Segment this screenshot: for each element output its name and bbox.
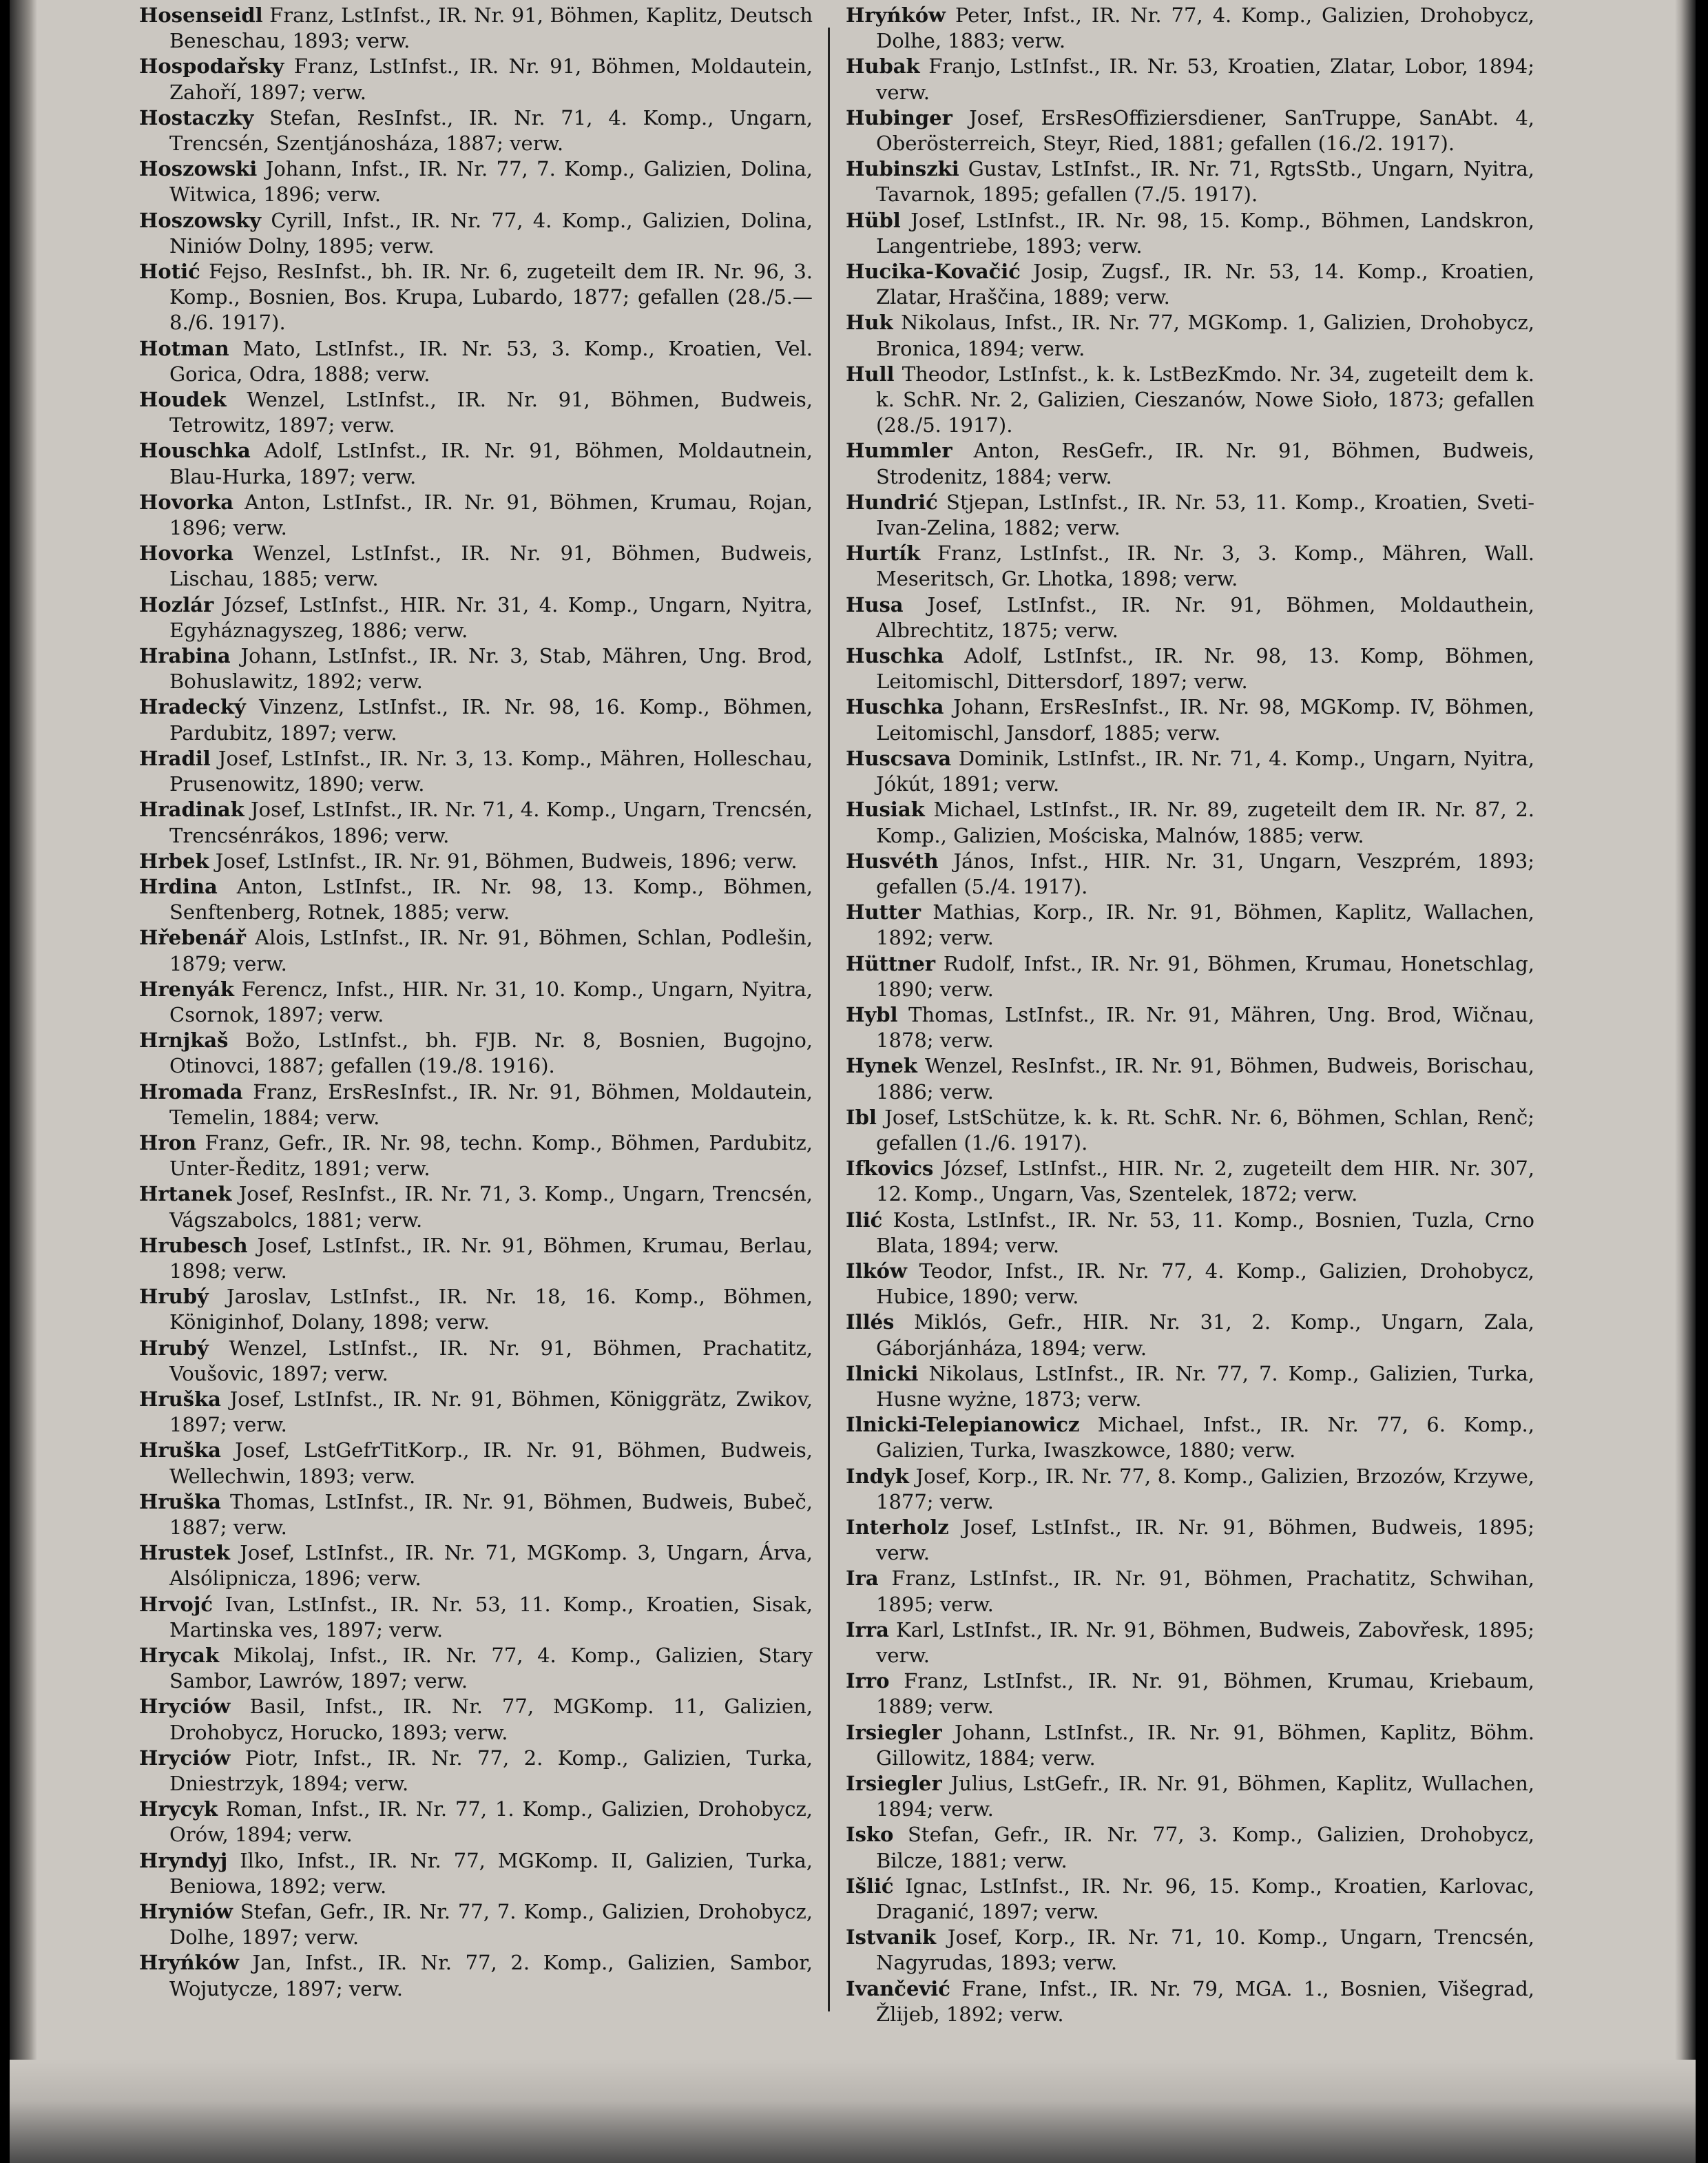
entry-details: Josef, LstInfst., IR. Nr. 71, MGKomp. 3, Ungarn, Árva, Alsólipnicza, 1896; verw.	[169, 1541, 813, 1591]
casualty-entry	[846, 694, 1534, 745]
casualty-entry	[139, 3, 813, 54]
entry-details: Jan, Infst., IR. Nr. 77, 2. Komp., Galizien, Sambor, Wojutycze, 1897; verw.	[169, 1951, 813, 2000]
entry-details: Josef, LstInfst., IR. Nr. 91, Böhmen, Budweis, 1896; verw.	[215, 849, 798, 873]
scan-edge-bottom	[10, 2060, 1696, 2163]
entry-surname: Hull	[846, 362, 895, 386]
casualty-entry	[846, 1464, 1534, 1515]
casualty-entry	[846, 1617, 1534, 1668]
entry-surname: Hundrić	[846, 490, 938, 514]
casualty-entry	[139, 54, 813, 105]
entry-details: Franz, LstInfst., IR. Nr. 91, Böhmen, Prachatitz, Schwihan, 1895; verw.	[876, 1566, 1535, 1616]
casualty-entry	[846, 1874, 1534, 1925]
entry-surname: Irra	[846, 1617, 889, 1642]
entry-surname: Hubinszki	[846, 157, 959, 181]
entry-surname: Hosenseidl	[139, 3, 263, 27]
casualty-entry	[846, 951, 1534, 1002]
entry-details: Stefan, Gefr., IR. Nr. 77, 7. Komp., Galizien, Drohobycz, Dolhe, 1897; verw.	[169, 1900, 813, 1949]
entry-details: Rudolf, Infst., IR. Nr. 91, Böhmen, Krumau, Honetschlag, 1890; verw.	[876, 951, 1535, 1001]
entry-surname: Ifkovics	[846, 1157, 934, 1181]
casualty-entry	[139, 1387, 813, 1438]
entry-surname: Interholz	[846, 1515, 949, 1539]
casualty-entry	[139, 105, 813, 156]
casualty-entry	[846, 1156, 1534, 1207]
casualty-entry	[139, 797, 813, 848]
entry-surname: Huschka	[846, 644, 944, 668]
entry-surname: Hrdina	[139, 874, 218, 898]
entry-details: Fejso, ResInfst., bh. IR. Nr. 6, zugeteilt dem IR. Nr. 96, 3. Komp., Bosnien, Bos. Krupa, Lubardo, 1877; gefallen (28./5.—8./6. 1917).	[169, 260, 813, 335]
entry-surname: Hrvojć	[139, 1592, 214, 1616]
casualty-entry	[139, 156, 813, 207]
entry-details: Josef, Korp., IR. Nr. 71, 10. Komp., Ungarn, Trencsén, Nagyrudas, 1893; verw.	[876, 1925, 1535, 1975]
casualty-entry	[139, 541, 813, 592]
entry-details: Dominik, LstInfst., IR. Nr. 71, 4. Komp., Ungarn, Nyitra, Jókút, 1891; verw.	[876, 746, 1535, 796]
entry-details: Thomas, LstInfst., IR. Nr. 91, Mähren, Ung. Brod, Wičnau, 1878; verw.	[876, 1002, 1535, 1053]
entry-surname: Ira	[846, 1566, 879, 1591]
entry-surname: Hrycak	[139, 1644, 220, 1667]
entry-surname: Hryndyj	[139, 1848, 228, 1872]
entry-surname: Istvanik	[846, 1925, 937, 1949]
casualty-entry	[846, 1566, 1534, 1617]
entry-details: Josef, ResInfst., IR. Nr. 71, 3. Komp., Ungarn, Trencsén, Vágszabolcs, 1881; verw.	[169, 1182, 813, 1232]
entry-surname: Husa	[846, 592, 904, 617]
entry-surname: Hrycyk	[139, 1797, 218, 1821]
entry-details: József, LstInfst., HIR. Nr. 2, zugeteilt dem HIR. Nr. 307, 12. Komp., Ungarn, Vas, Szentelek, 1872; verw.	[876, 1157, 1534, 1206]
casualty-entry	[139, 1181, 813, 1232]
entry-details: János, Infst., HIR. Nr. 31, Ungarn, Veszprém, 1893; gefallen (5./4. 1917).	[876, 849, 1535, 898]
casualty-entry	[139, 849, 813, 874]
casualty-entry	[139, 643, 813, 694]
casualty-entry	[846, 490, 1534, 541]
entry-details: Nikolaus, LstInfst., IR. Nr. 77, 7. Komp., Galizien, Turka, Husne wyżne, 1873; verw.	[876, 1361, 1535, 1411]
entry-details: Ignac, LstInfst., IR. Nr. 96, 15. Komp., Kroatien, Karlovac, Draganić, 1897; verw.	[876, 1874, 1535, 1924]
entry-surname: Hrtanek	[139, 1182, 232, 1206]
entry-surname: Hrustek	[139, 1541, 231, 1565]
entry-details: József, LstInfst., HIR. Nr. 31, 4. Komp., Ungarn, Nyitra, Egyháznagyszeg, 1886; verw.	[169, 592, 813, 642]
entry-details: Cyrill, Infst., IR. Nr. 77, 4. Komp., Galizien, Dolina, Niniów Dolny, 1895; verw.	[169, 208, 813, 258]
entry-surname: Hotman	[139, 336, 229, 360]
entry-surname: Ilków	[846, 1259, 907, 1283]
casualty-entry	[846, 592, 1534, 643]
entry-details: Josef, LstInfst., IR. Nr. 3, 13. Komp., Mähren, Holleschau, Prusenowitz, 1890; verw.	[169, 746, 813, 796]
entry-details: Mikolaj, Infst., IR. Nr. 77, 4. Komp., Galizien, Stary Sambor, Lawrów, 1897; verw.	[169, 1644, 813, 1693]
entry-details: Michael, Infst., IR. Nr. 77, 6. Komp., Galizien, Turka, Iwaszkowce, 1880; verw.	[876, 1413, 1534, 1462]
entry-details: Franjo, LstInfst., IR. Nr. 53, Kroatien, Zlatar, Lobor, 1894; verw.	[876, 54, 1534, 104]
entry-surname: Hruška	[139, 1387, 221, 1411]
entry-details: Mato, LstInfst., IR. Nr. 53, 3. Komp., Kroatien, Vel. Gorica, Odra, 1888; verw.	[169, 336, 813, 386]
entry-surname: Hoszowski	[139, 157, 258, 181]
casualty-entry	[846, 310, 1534, 361]
entry-details: Alois, LstInfst., IR. Nr. 91, Böhmen, Schlan, Podlešin, 1879; verw.	[169, 926, 813, 975]
casualty-entry	[139, 1797, 813, 1848]
entry-surname: Hovorka	[139, 541, 234, 566]
entry-details: Josef, Korp., IR. Nr. 77, 8. Komp., Galizien, Brzozów, Krzywe, 1877; verw.	[876, 1464, 1534, 1513]
casualty-entry	[846, 105, 1534, 156]
entry-details: Peter, Infst., IR. Nr. 77, 4. Komp., Galizien, Drohobycz, Dolhe, 1883; verw.	[876, 3, 1535, 53]
entry-surname: Hřebenář	[139, 926, 247, 950]
entry-surname: Hynek	[846, 1054, 917, 1078]
entry-details: Basil, Infst., IR. Nr. 77, MGKomp. 11, Galizien, Drohobycz, Horucko, 1893; verw.	[169, 1695, 813, 1744]
entry-details: Anton, ResGefr., IR. Nr. 91, Böhmen, Budweis, Strodenitz, 1884; verw.	[876, 439, 1534, 488]
entry-surname: Isko	[846, 1823, 894, 1847]
column-divider	[828, 28, 830, 2011]
entry-surname: Hruška	[139, 1489, 221, 1513]
entry-details: Wenzel, LstInfst., IR. Nr. 91, Böhmen, Prachatitz, Voušovic, 1897; verw.	[169, 1336, 813, 1385]
entry-surname: Husiak	[846, 798, 925, 822]
entry-details: Josef, LstInfst., IR. Nr. 91, Böhmen, Königgrätz, Zwikov, 1897; verw.	[169, 1387, 813, 1437]
casualty-entry	[846, 1976, 1534, 2027]
entry-details: Wenzel, ResInfst., IR. Nr. 91, Böhmen, Budweis, Borischau, 1886; verw.	[876, 1054, 1535, 1104]
casualty-entry	[846, 1361, 1534, 1412]
entry-details: Anton, LstInfst., IR. Nr. 98, 13. Komp., Böhmen, Senftenberg, Rotnek, 1885; verw.	[169, 874, 813, 924]
entry-surname: Illés	[846, 1310, 895, 1334]
entry-details: Jaroslav, LstInfst., IR. Nr. 18, 16. Komp., Böhmen, Königinhof, Dolany, 1898; verw.	[169, 1285, 813, 1334]
entry-details: Kosta, LstInfst., IR. Nr. 53, 11. Komp., Bosnien, Tuzla, Crno Blata, 1894; verw.	[876, 1208, 1534, 1257]
entry-details: Stefan, ResInfst., IR. Nr. 71, 4. Komp., Ungarn, Trencsén, Szentjánosháza, 1887; verw.	[169, 105, 813, 156]
casualty-entry	[139, 1130, 813, 1181]
entry-surname: Hron	[139, 1130, 197, 1155]
casualty-entry	[139, 874, 813, 925]
entry-surname: Ilnicki	[846, 1361, 919, 1385]
entry-surname: Hrubesch	[139, 1233, 248, 1257]
casualty-entry	[139, 694, 813, 745]
casualty-entry	[846, 643, 1534, 694]
entry-surname: Hrubý	[139, 1336, 209, 1360]
casualty-entry	[846, 797, 1534, 848]
document-page	[10, 0, 1696, 2163]
entry-surname: Ilnicki-Telepianowicz	[846, 1413, 1080, 1437]
entry-details: Franz, LstInfst., IR. Nr. 91, Böhmen, Krumau, Kriebaum, 1889; verw.	[876, 1669, 1534, 1719]
entry-surname: Hubak	[846, 54, 920, 79]
entry-surname: Huschka	[846, 695, 944, 719]
casualty-entry	[139, 977, 813, 1028]
casualty-entry	[139, 1336, 813, 1387]
entry-surname: Hotić	[139, 260, 200, 284]
casualty-entry	[846, 1053, 1534, 1104]
casualty-entry	[139, 1079, 813, 1130]
entry-surname: Hruška	[139, 1438, 221, 1462]
casualty-entry	[139, 1233, 813, 1284]
entry-details: Franz, Gefr., IR. Nr. 98, techn. Komp., Böhmen, Pardubitz, Unter-Ředitz, 1891; verw.	[169, 1130, 813, 1181]
entry-details: Josef, LstSchütze, k. k. Rt. SchR. Nr. 6, Böhmen, Schlan, Renč; gefallen (1./6. 1917).	[876, 1105, 1534, 1155]
casualty-entry	[139, 925, 813, 976]
entry-details: Josip, Zugsf., IR. Nr. 53, 14. Komp., Kroatien, Zlatar, Hraščina, 1889; verw.	[876, 260, 1534, 309]
casualty-entry	[139, 387, 813, 438]
casualty-entry	[846, 541, 1534, 592]
entry-details: Johann, LstInfst., IR. Nr. 3, Stab, Mähren, Ung. Brod, Bohuslawitz, 1892; verw.	[169, 644, 813, 694]
entry-details: Josef, LstInfst., IR. Nr. 91, Böhmen, Moldauthein, Albrechtitz, 1875; verw.	[876, 592, 1535, 642]
casualty-entry	[139, 1694, 813, 1745]
entry-details: Johann, ErsResInfst., IR. Nr. 98, MGKomp. IV, Böhmen, Leitomischl, Jansdorf, 1885; verw.	[876, 695, 1534, 745]
entry-details: Mathias, Korp., IR. Nr. 91, Böhmen, Kaplitz, Wallachen, 1892; verw.	[876, 900, 1535, 950]
casualty-entry	[139, 1746, 813, 1797]
entry-surname: Husvéth	[846, 849, 939, 873]
entry-details: Franz, LstInfst., IR. Nr. 91, Böhmen, Moldautein, Zahoří, 1897; verw.	[169, 54, 813, 104]
casualty-entry	[846, 849, 1534, 900]
casualty-entry	[139, 1489, 813, 1540]
entry-surname: Hrbek	[139, 849, 209, 873]
entry-surname: Huk	[846, 311, 893, 335]
entry-surname: Hryciów	[139, 1746, 231, 1770]
entry-surname: Išlić	[846, 1874, 894, 1898]
entry-surname: Ibl	[846, 1105, 877, 1129]
casualty-entry	[846, 438, 1534, 489]
entry-surname: Hozlár	[139, 592, 214, 617]
entry-details: Ferencz, Infst., HIR. Nr. 31, 10. Komp., Ungarn, Nyitra, Csornok, 1897; verw.	[169, 977, 813, 1026]
casualty-entry	[139, 1284, 813, 1335]
entry-surname: Hummler	[846, 439, 952, 463]
left-column	[139, 3, 813, 2002]
casualty-entry	[139, 490, 813, 541]
entry-details: Vinzenz, LstInfst., IR. Nr. 98, 16. Komp., Böhmen, Pardubitz, 1897; verw.	[169, 695, 813, 745]
entry-surname: Hradinak	[139, 798, 244, 822]
entry-details: Josef, LstInfst., IR. Nr. 91, Böhmen, Budweis, 1895; verw.	[876, 1515, 1534, 1565]
casualty-entry	[846, 1259, 1534, 1310]
casualty-entry	[139, 1540, 813, 1591]
casualty-entry	[846, 1668, 1534, 1719]
entry-surname: Hrenyák	[139, 977, 234, 1001]
entry-surname: Hrubý	[139, 1285, 209, 1309]
casualty-entry	[846, 362, 1534, 439]
casualty-entry	[139, 1899, 813, 1950]
entry-surname: Hospodařsky	[139, 54, 284, 79]
entry-details: Frane, Infst., IR. Nr. 79, MGA. 1., Bosnien, Višegrad, Žlijeb, 1892; verw.	[876, 1976, 1535, 2026]
entry-surname: Hübl	[846, 208, 901, 232]
entry-details: Adolf, LstInfst., IR. Nr. 91, Böhmen, Moldautnein, Blau-Hurka, 1897; verw.	[169, 439, 813, 488]
casualty-entry	[139, 336, 813, 387]
entry-surname: Hrabina	[139, 644, 231, 668]
entry-details: Josef, LstInfst., IR. Nr. 98, 15. Komp., Böhmen, Landskron, Langentriebe, 1893; verw.	[876, 208, 1534, 258]
casualty-entry	[846, 259, 1534, 310]
entry-surname: Hurtík	[846, 541, 921, 566]
entry-surname: Hoszowsky	[139, 208, 262, 232]
casualty-entry	[846, 1720, 1534, 1771]
entry-details: Teodor, Infst., IR. Nr. 77, 4. Komp., Galizien, Drohobycz, Hubice, 1890; verw.	[876, 1259, 1534, 1309]
casualty-entry	[846, 156, 1534, 207]
entry-details: Anton, LstInfst., IR. Nr. 91, Böhmen, Krumau, Rojan, 1896; verw.	[169, 490, 813, 540]
casualty-entry	[139, 438, 813, 489]
scan-edge-left	[10, 0, 37, 2163]
entry-details: Ivan, LstInfst., IR. Nr. 53, 11. Komp., Kroatien, Sisak, Martinska ves, 1897; verw.	[169, 1592, 813, 1642]
entry-details: Adolf, LstInfst., IR. Nr. 98, 13. Komp, Böhmen, Leitomischl, Dittersdorf, 1897; verw.	[876, 644, 1534, 694]
casualty-entry	[846, 1208, 1534, 1259]
entry-details: Josef, ErsResOffiziersdiener, SanTruppe, SanAbt. 4, Oberösterreich, Steyr, Ried, 1881; gefallen (16./2. 1917).	[876, 105, 1534, 156]
casualty-entry	[846, 746, 1534, 797]
entry-details: Stefan, Gefr., IR. Nr. 77, 3. Komp., Galizien, Drohobycz, Bilcze, 1881; verw.	[876, 1823, 1534, 1872]
casualty-entry	[846, 1412, 1534, 1463]
entry-surname: Hybl	[846, 1002, 898, 1026]
entry-surname: Hradecký	[139, 695, 246, 719]
entry-details: Wenzel, LstInfst., IR. Nr. 91, Böhmen, Budweis, Lischau, 1885; verw.	[169, 541, 813, 591]
casualty-entry	[139, 1950, 813, 2001]
entry-details: Josef, LstInfst., IR. Nr. 91, Böhmen, Krumau, Berlau, 1898; verw.	[169, 1233, 813, 1283]
entry-surname: Hryńków	[846, 3, 946, 27]
entry-surname: Houschka	[139, 439, 251, 463]
entry-details: Miklós, Gefr., HIR. Nr. 31, 2. Komp., Ungarn, Zala, Gáborjánháza, 1894; verw.	[876, 1310, 1535, 1360]
entry-details: Gustav, LstInfst., IR. Nr. 71, RgtsStb., Ungarn, Nyitra, Tavarnok, 1895; gefallen (7./5. 1917).	[876, 157, 1534, 207]
entry-surname: Irro	[846, 1669, 890, 1693]
entry-surname: Hostaczky	[139, 105, 254, 130]
entry-details: Michael, LstInfst., IR. Nr. 89, zugeteilt dem IR. Nr. 87, 2. Komp., Galizien, Mościska, Malnów, 1885; verw.	[876, 798, 1535, 847]
entry-details: Franz, ErsResInfst., IR. Nr. 91, Böhmen, Moldautein, Temelin, 1884; verw.	[169, 1079, 813, 1129]
entry-surname: Hüttner	[846, 951, 936, 975]
casualty-entry	[139, 1848, 813, 1899]
casualty-entry	[139, 592, 813, 643]
entry-details: Piotr, Infst., IR. Nr. 77, 2. Komp., Galizien, Turka, Dniestrzyk, 1894; verw.	[169, 1746, 813, 1796]
entry-surname: Hubinger	[846, 105, 952, 130]
entry-surname: Ivančević	[846, 1976, 950, 2000]
entry-details: Ilko, Infst., IR. Nr. 77, MGKomp. II, Galizien, Turka, Beniowa, 1892; verw.	[169, 1848, 813, 1898]
casualty-entry	[846, 1310, 1534, 1360]
entry-surname: Hromada	[139, 1079, 243, 1104]
entry-details: Johann, Infst., IR. Nr. 77, 7. Komp., Galizien, Dolina, Witwica, 1896; verw.	[169, 157, 813, 207]
casualty-entry	[139, 1438, 813, 1489]
casualty-entry	[846, 1002, 1534, 1053]
entry-details: Theodor, LstInfst., k. k. LstBezKmdo. Nr. 34, zugeteilt dem k. k. SchR. Nr. 2, Galizien, Cieszanów, Nowe Sioło, 1873; gefallen (28./5. 1917).	[876, 362, 1534, 437]
entry-surname: Irsiegler	[846, 1720, 942, 1744]
entry-details: Stjepan, LstInfst., IR. Nr. 53, 11. Komp., Kroatien, Sveti-Ivan-Zelina, 1882; verw.	[876, 490, 1535, 540]
entry-details: Josef, LstGefrTitKorp., IR. Nr. 91, Böhmen, Budweis, Wellechwin, 1893; verw.	[169, 1438, 813, 1488]
casualty-entry	[139, 1643, 813, 1694]
entry-details: Roman, Infst., IR. Nr. 77, 1. Komp., Galizien, Drohobycz, Orów, 1894; verw.	[169, 1797, 813, 1847]
casualty-entry	[846, 208, 1534, 259]
entry-surname: Indyk	[846, 1464, 909, 1488]
entry-details: Franz, LstInfst., IR. Nr. 3, 3. Komp., Mähren, Wall. Meseritsch, Gr. Lhotka, 1898; verw.	[876, 541, 1534, 591]
entry-surname: Hryńków	[139, 1951, 240, 1975]
casualty-entry	[846, 900, 1534, 951]
entry-surname: Houdek	[139, 388, 227, 412]
casualty-entry	[846, 1822, 1534, 1873]
entry-surname: Hutter	[846, 900, 921, 924]
casualty-entry	[846, 1105, 1534, 1156]
entry-surname: Hryniów	[139, 1900, 233, 1924]
entry-surname: Huscsava	[846, 746, 952, 770]
entry-details: Wenzel, LstInfst., IR. Nr. 91, Böhmen, Budweis, Tetrowitz, 1897; verw.	[169, 388, 813, 437]
casualty-entry	[139, 259, 813, 336]
casualty-entry	[846, 3, 1534, 54]
casualty-entry	[846, 1515, 1534, 1566]
casualty-entry	[139, 208, 813, 259]
casualty-entry	[139, 1592, 813, 1643]
entry-details: Božo, LstInfst., bh. FJB. Nr. 8, Bosnien, Bugojno, Otinovci, 1887; gefallen (19./8. 1916).	[169, 1028, 813, 1078]
casualty-entry	[846, 54, 1534, 105]
entry-details: Thomas, LstInfst., IR. Nr. 91, Böhmen, Budweis, Bubeč, 1887; verw.	[169, 1489, 813, 1539]
entry-surname: Hradil	[139, 746, 211, 770]
scan-edge-right	[1675, 0, 1696, 2163]
entry-surname: Irsiegler	[846, 1772, 942, 1796]
casualty-entry	[846, 1771, 1534, 1822]
entry-surname: Hryciów	[139, 1695, 231, 1719]
entry-details: Josef, LstInfst., IR. Nr. 71, 4. Komp., Ungarn, Trencsén, Trencsénrákos, 1896; verw.	[169, 798, 813, 847]
entry-details: Karl, LstInfst., IR. Nr. 91, Böhmen, Budweis, Zabovřesk, 1895; verw.	[876, 1617, 1535, 1667]
casualty-entry	[139, 746, 813, 797]
entry-details: Nikolaus, Infst., IR. Nr. 77, MGKomp. 1, Galizien, Drohobycz, Bronica, 1894; verw.	[876, 311, 1534, 360]
entry-details: Julius, LstGefr., IR. Nr. 91, Böhmen, Kaplitz, Wullachen, 1894; verw.	[876, 1772, 1535, 1821]
entry-details: Johann, LstInfst., IR. Nr. 91, Böhmen, Kaplitz, Böhm. Gillowitz, 1884; verw.	[876, 1720, 1535, 1770]
entry-surname: Ilić	[846, 1208, 883, 1232]
entry-details: Franz, LstInfst., IR. Nr. 91, Böhmen, Kaplitz, Deutsch Beneschau, 1893; verw.	[169, 3, 813, 53]
casualty-entry	[139, 1028, 813, 1079]
entry-surname: Hucika-Kovačić	[846, 260, 1021, 284]
casualty-entry	[846, 1925, 1534, 1976]
entry-surname: Hrnjkaš	[139, 1028, 229, 1053]
entry-surname: Hovorka	[139, 490, 234, 514]
right-column	[846, 3, 1534, 2027]
